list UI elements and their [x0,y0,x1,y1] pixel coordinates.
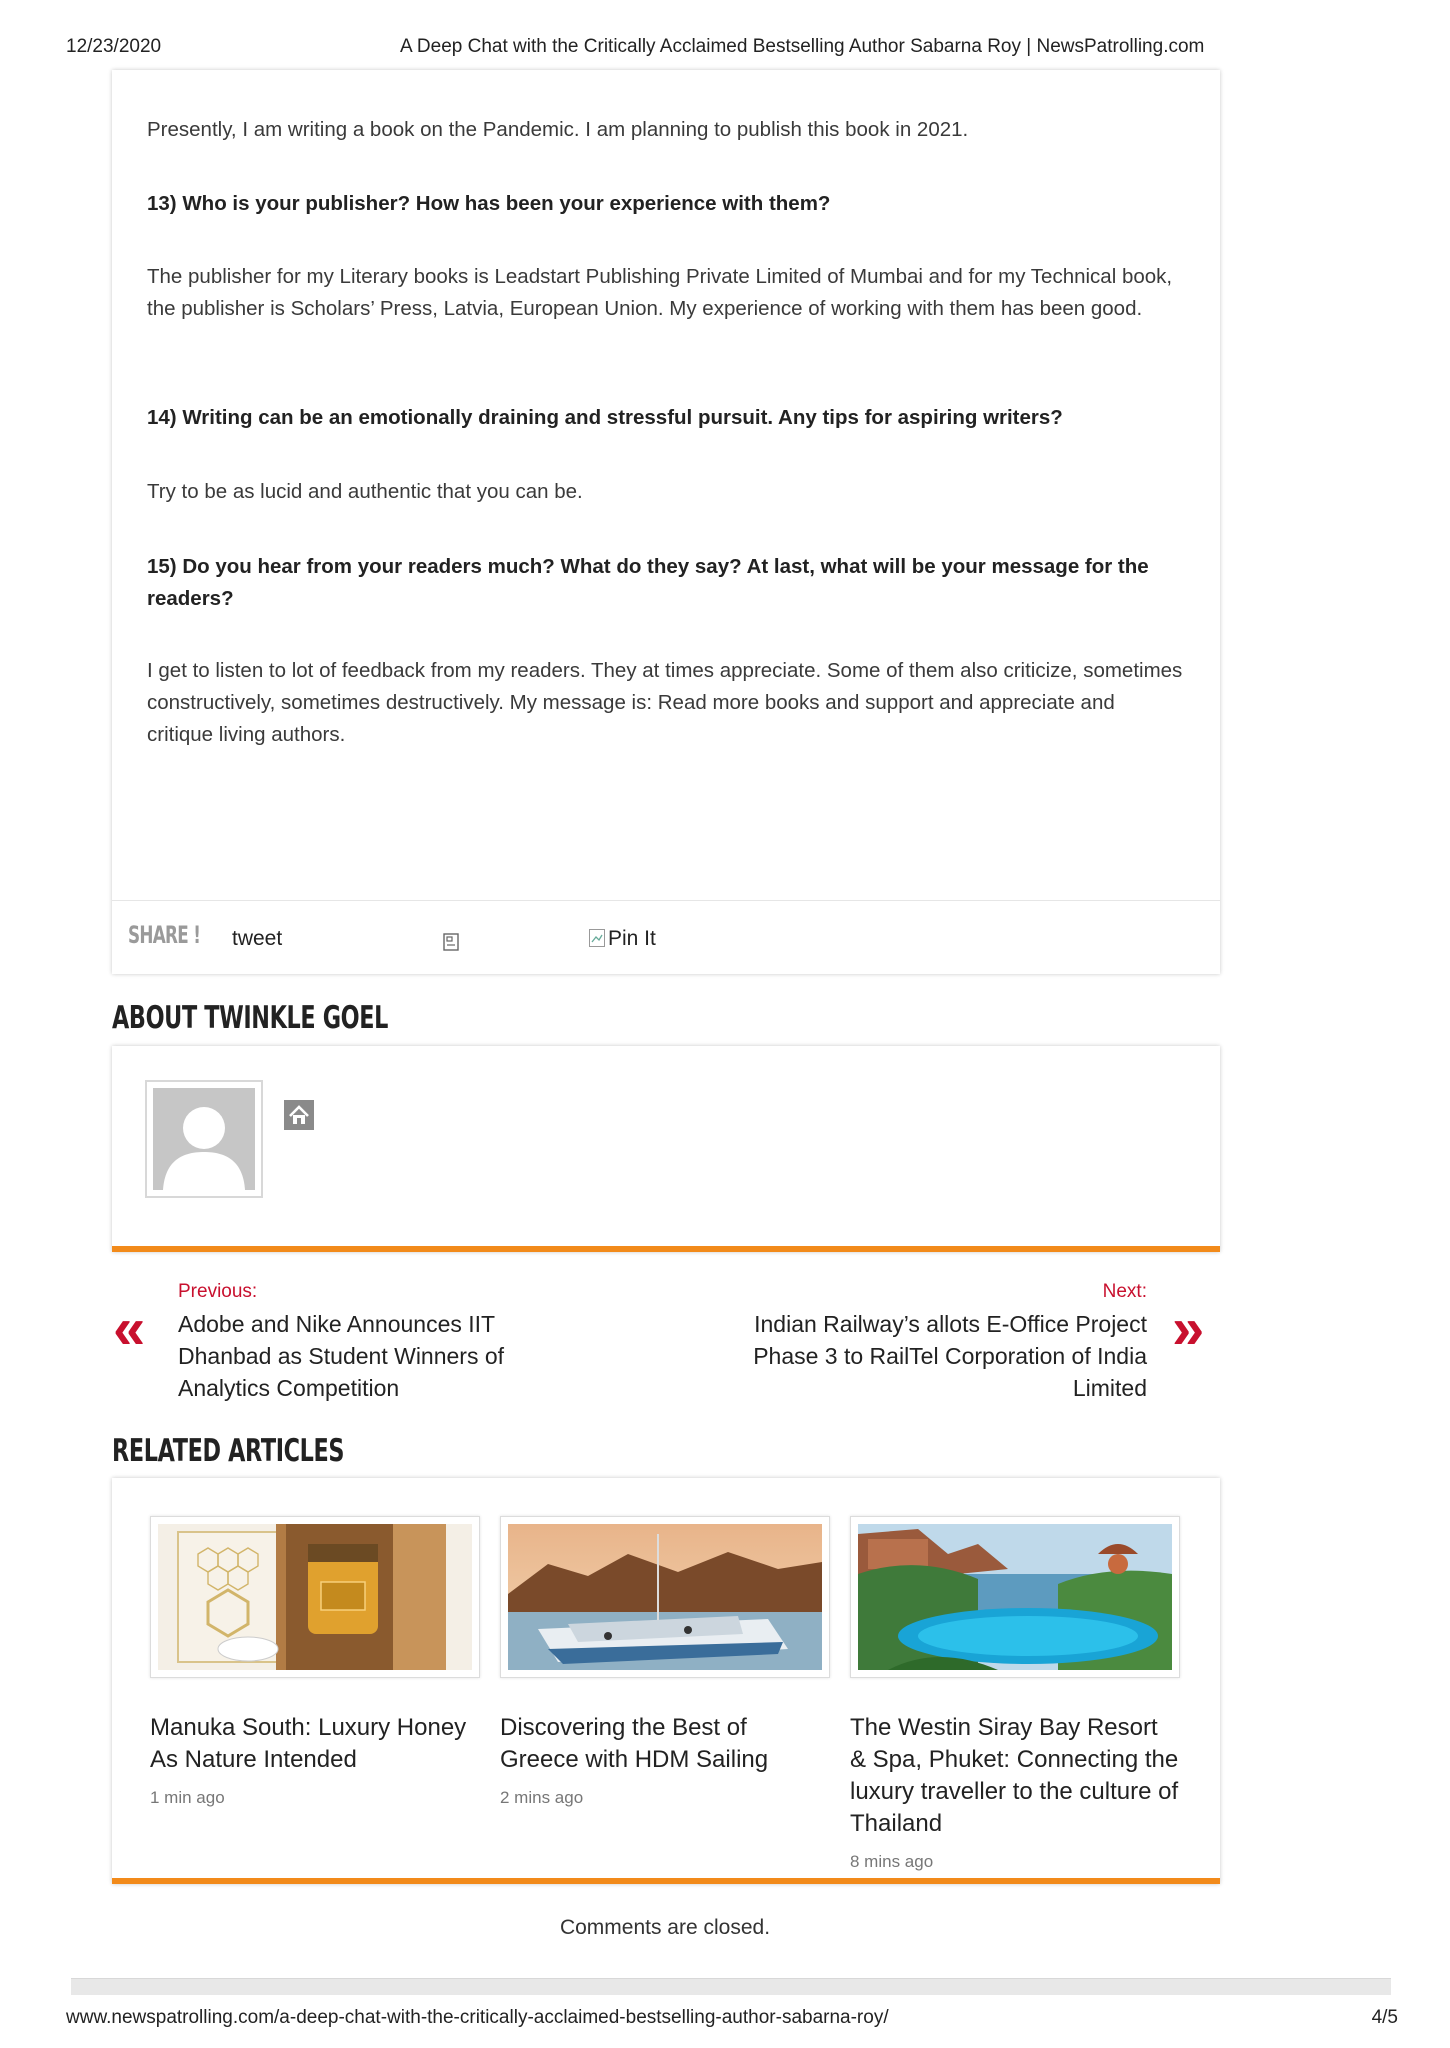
share-icon[interactable] [443,933,459,951]
related-article-time: 2 mins ago [500,1788,584,1807]
next-label: Next: [1102,1281,1147,1302]
print-date: 12/23/2020 [66,36,162,57]
previous-chevron-icon[interactable]: « [113,1296,146,1361]
related-article-time: 8 mins ago [850,1852,934,1871]
tweet-button[interactable]: tweet [232,927,283,950]
home-icon[interactable] [284,1100,314,1130]
pin-it-button[interactable] [589,927,656,951]
previous-label: Previous: [178,1281,258,1302]
interview-answer-14: Try to be as lucid and authentic that you can be. [147,480,583,503]
previous-post-link[interactable]: Adobe and Nike Announces IIT Dhanbad as Student Winners of Analytics Competition [178,1311,505,1401]
print-url: www.newspatrolling.com/a-deep-chat-with-the-critically-acclaimed-bestselling-author-sabarna-roy/ [66,2007,889,2028]
related-article-thumbnail[interactable] [500,1516,830,1678]
related-article-title[interactable]: Manuka South: Luxury Honey As Nature Intended [150,1714,467,1773]
related-article-title[interactable]: Discovering the Best of Greece with HDM Sailing [500,1714,769,1773]
interview-question-13: 13) Who is your publisher? How has been your experience with them? [147,192,831,215]
related-article-title[interactable]: The Westin Siray Bay Resort & Spa, Phuket: Connecting the luxury traveller to the culture of Thailand [850,1714,1179,1837]
author-box [112,1046,1220,1252]
print-page-title: A Deep Chat with the Critically Acclaimed Bestselling Author Sabarna Roy | NewsPatrolling.com [400,36,1205,57]
interview-answer-13: The publisher for my Literary books is Leadstart Publishing Private Limited of Mumbai and for my Technical book, the publisher is Scholars’ Press, Latvia, European Union. My experience of working with them has been good. [147,265,1173,320]
comments-closed-notice: Comments are closed. [559,1916,771,1939]
pin-it-label: Pin It [608,927,656,950]
related-articles-heading: RELATED ARTICLES [112,1433,345,1469]
honey-product-image [158,1524,472,1670]
next-post-link[interactable]: Indian Railway’s allots E-Office Project Phase 3 to RailTel Corporation of India Limited [753,1311,1147,1401]
related-article-time: 1 min ago [150,1788,225,1807]
related-article-card[interactable] [500,1516,828,1808]
related-article-thumbnail[interactable] [850,1516,1180,1678]
next-chevron-icon[interactable]: » [1172,1296,1205,1361]
article-content-card [112,70,1220,974]
interview-question-15: 15) Do you hear from your readers much? What do they say? At last, what will be your message for the readers? [147,555,1149,610]
horizontal-scrollbar[interactable] [71,1978,1391,1995]
interview-answer-15: I get to listen to lot of feedback from my readers. They at times appreciate. Some of them also criticize, sometimes constructively, sometimes destructively. My message is: Read more books and support and appreciate and critique living authors. [147,659,1183,746]
article-paragraph: Presently, I am writing a book on the Pandemic. I am planning to publish this book in 2021. [147,118,969,141]
broken-image-icon [589,929,605,947]
interview-question-14: 14) Writing can be an emotionally draining and stressful pursuit. Any tips for aspiring writers? [147,406,1063,429]
resort-pool-image [858,1524,1172,1670]
related-article-card[interactable] [150,1516,478,1808]
avatar [145,1080,263,1198]
print-page-number: 4/5 [1371,2007,1398,2028]
about-author-heading: ABOUT TWINKLE GOEL [112,1000,389,1036]
sailing-yacht-image [508,1524,822,1670]
default-avatar-icon [153,1088,255,1190]
related-articles-box [112,1478,1220,1884]
share-bar [112,900,1220,975]
related-article-card[interactable] [850,1516,1178,1872]
related-article-thumbnail[interactable] [150,1516,480,1678]
share-label: SHARE ! [128,921,201,949]
